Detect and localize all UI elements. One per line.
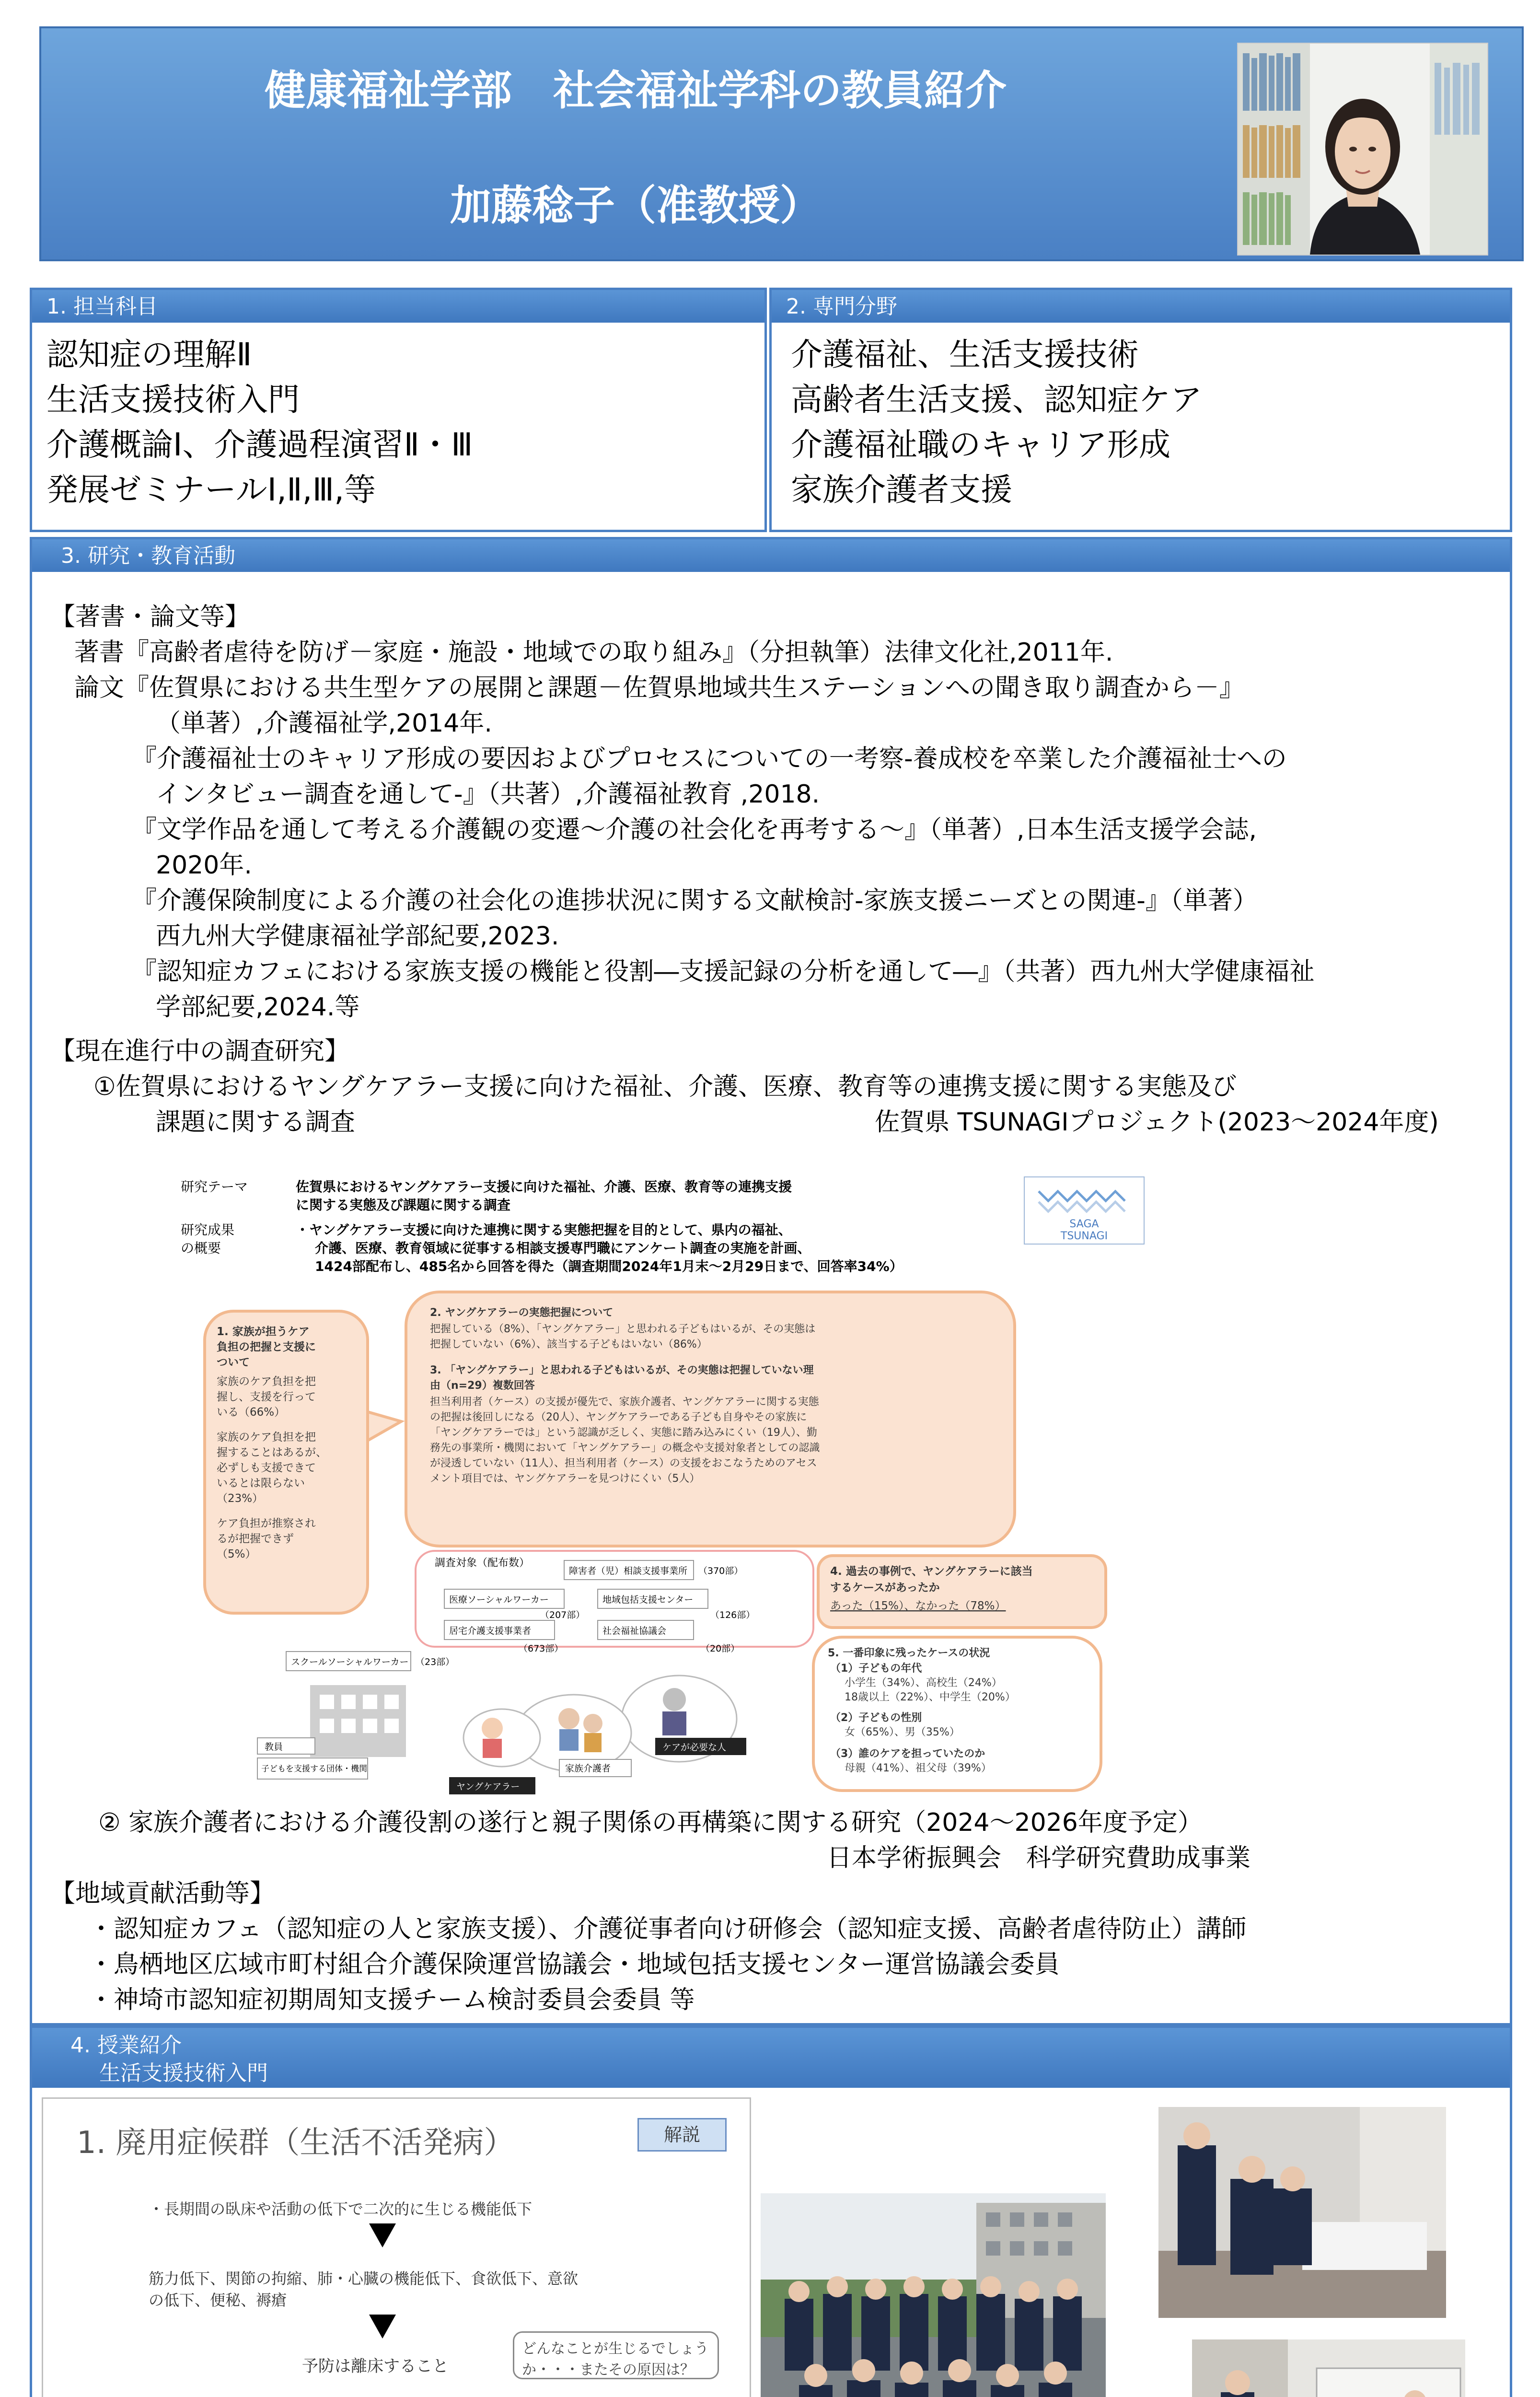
slide-line1: ・長期間の臥床や活動の低下で二次的に生じる機能低下: [149, 2200, 533, 2218]
research2-line1: ② 家族介護者における介護役割の遂行と親子関係の再構築に関する研究（2024～2026年度予定）: [98, 1808, 1203, 1837]
bubble2-line: 由（n=29）複数回答: [430, 1380, 535, 1392]
question-bubble: [513, 2331, 719, 2379]
section4-label: 4. 授業紹介: [70, 2033, 182, 2058]
bubble1-line: いるとは限らない: [217, 1477, 305, 1489]
bubble2-line: 2. ヤングケアラーの実態把握について: [430, 1307, 614, 1319]
bubble2-line: 把握している（8%）、「ヤングケアラー」と思われる子どもはいるが、その実態は: [430, 1323, 816, 1335]
survey-title: 調査対象（配布数）: [435, 1557, 530, 1569]
bubble-5: [813, 1637, 1101, 1791]
logo-text: TSUNAGI: [1060, 1230, 1108, 1242]
outcome-label: 研究成果: [181, 1222, 235, 1238]
bubble-2: [406, 1292, 1015, 1546]
survey-item: 居宅介護支援事業者: [449, 1626, 532, 1636]
theme-label: 研究テーマ: [181, 1179, 248, 1195]
pub-line: 学部紀要,2024.等: [156, 993, 360, 1022]
survey-count: （207部）: [540, 1610, 585, 1620]
bubble1-line: るが把握できず: [217, 1533, 294, 1545]
section2-header: [772, 290, 1510, 323]
course-name: 生活支援技術入門: [99, 2061, 268, 2085]
bubble5-line: （3）誰のケアを担っていたのか: [830, 1748, 985, 1760]
section1-item: 介護概論Ⅰ、介護過程演習Ⅱ・Ⅲ: [46, 426, 473, 463]
bubble5-line: （2）子どもの性別: [830, 1712, 922, 1724]
community-heading: 【地域貢献活動等】: [50, 1879, 275, 1908]
bubble5-line: 18歳以上（22%）、中学生（20%）: [845, 1691, 1016, 1703]
saga-tsunagi-logo: [1024, 1177, 1144, 1244]
down-arrow-icon: [369, 2223, 396, 2247]
bubble2-line: メント項目では、ヤングケアラーを見つけにくい（5人）: [430, 1473, 700, 1485]
pub-line: 『文学作品を通して考える介護観の変遷～介護の社会化を再考する～』（単著）,日本生活支援学会誌,: [132, 815, 1257, 844]
community-item: ・神埼市認知症初期周知支援チーム検討委員会委員 等: [89, 1986, 695, 2014]
community-item: ・認知症カフェ（認知症の人と家族支援）、介護従事者向け研修会（認知症支援、高齢者虐待防止）講師: [89, 1915, 1247, 1943]
pub-line: 著書『高齢者虐待を防げ－家庭・施設・地域での取り組み』（分担執筆）法律文化社,2011年.: [74, 638, 1113, 667]
slide-line2b: の低下、便秘、褥瘡: [149, 2291, 287, 2309]
portrait-photo: [1237, 43, 1488, 256]
section2-item: 介護福祉、生活支援技術: [791, 336, 1139, 373]
section2-item: 高齢者生活支援、認知症ケア: [791, 381, 1202, 418]
section2-item: 家族介護者支援: [791, 471, 1012, 508]
pub-line: 『認知症カフェにおける家族支援の機能と役割―支援記録の分析を通して―』（共著）西九州大学健康福祉: [132, 957, 1315, 986]
survey-count: （370部）: [698, 1566, 743, 1576]
bubble-1: [205, 1311, 401, 1613]
section1-item: 生活支援技術入門: [46, 381, 300, 418]
pub-line: 『介護保険制度による介護の社会化の進捗状況に関する文献検討-家族支援ニーズとの関連-』（単著）: [132, 886, 1258, 915]
survey-item: スクールソーシャルワーカー: [291, 1657, 409, 1667]
bubble2-line: 3. 「ヤングケアラー」と思われる子どもはいるが、その実態は把握していない理: [430, 1364, 814, 1376]
bubble2-line: 「ヤングケアラーでは」という認識が乏しく、実態に踏み込みにくい（19人）、勤: [430, 1427, 817, 1439]
survey-count: （126部）: [710, 1610, 755, 1620]
survey-count: （23部）: [416, 1657, 455, 1667]
research1-line2: 課題に関する調査: [156, 1108, 356, 1137]
label-carer: ケアが必要な人: [662, 1742, 727, 1753]
section4-header: [32, 2028, 1510, 2088]
bubble5-line: （1）子どもの年代: [830, 1663, 922, 1675]
page-title: 健康福祉学部 社会福祉学科の教員紹介: [265, 67, 1007, 115]
label-young-carer: ヤングケアラー: [456, 1781, 520, 1792]
bubble1-line: 負担の把握と支援に: [217, 1341, 316, 1353]
section3-header: [32, 539, 1510, 572]
bubble5-line: 女（65%）、男（35%）: [845, 1726, 960, 1738]
label-family: 家族介護者: [565, 1763, 611, 1774]
pubs-heading: 【著書・論文等】: [50, 603, 250, 631]
teacher-name: 加藤稔子（准教授）: [450, 182, 821, 230]
community-item: ・鳥栖地区広域市町村組合介護保険運営協議会・地域包括支援センター運営協議会委員: [89, 1950, 1060, 1979]
outcome-text: 1424部配布し、485名から回答を得た（調査期間2024年1月末～2月29日まで、回答率34%）: [315, 1258, 903, 1274]
section2-item: 介護福祉職のキャリア形成: [791, 426, 1170, 463]
lecture-slide: [42, 2097, 751, 2397]
survey-item: 障害者（児）相談支援事業所: [569, 1566, 688, 1576]
family-cluster-illustration: [257, 1676, 746, 1794]
label-org: 子どもを支援する団体・機関: [261, 1764, 367, 1774]
pub-line: 2020年.: [156, 851, 252, 880]
bubble4-line: 4. 過去の事例で、ヤングケアラーに該当: [830, 1565, 1033, 1578]
pub-line: 論文『佐賀県における共生型ケアの展開と課題－佐賀県地域共生ステーションへの聞き取り調査から－』: [74, 674, 1244, 702]
section3-box: [30, 537, 1512, 2025]
pub-line: インタビュー調査を通して-』（共著）,介護福祉教育 ,2018.: [156, 780, 820, 809]
bubble1-line: 必ずしも支援できて: [217, 1462, 316, 1474]
research-heading: 【現在進行中の調査研究】: [50, 1037, 350, 1066]
section1-item: 発展ゼミナールⅠ,Ⅱ,Ⅲ,等: [46, 471, 376, 508]
section1-box: [30, 288, 767, 532]
bubble5-line: 母親（41%）、祖父母（39%）: [845, 1762, 992, 1774]
bubble1-line: ケア負担が推察され: [217, 1517, 316, 1530]
bubble2-line: 担当利用者（ケース）の支援が優先で、家族介護者、ヤングケアラーに関する実態: [430, 1396, 819, 1408]
logo-text: SAGA: [1069, 1218, 1099, 1230]
survey-count: （20部）: [701, 1643, 740, 1654]
survey-count: （673部）: [519, 1643, 564, 1654]
bubble1-line: いる（66%）: [217, 1406, 286, 1419]
bubble-4: [818, 1556, 1106, 1628]
theme-text: に関する実態及び課題に関する調査: [296, 1197, 511, 1213]
section2-box: [769, 288, 1512, 532]
slide-line2a: 筋力低下、関節の拘縮、肺・心臓の機能低下、食欲低下、意欲: [149, 2269, 579, 2288]
survey-item: 医療ソーシャルワーカー: [449, 1594, 549, 1605]
bubble5-line: 小学生（34%）、高校生（24%）: [845, 1677, 1002, 1689]
theme-text: 佐賀県におけるヤングケアラー支援に向けた福祉、介護、医療、教育等の連携支援: [296, 1179, 792, 1195]
bubble4-line: あった（15%）、なかった（78%）: [830, 1600, 1006, 1612]
bubble1-line: 家族のケア負担を把: [217, 1431, 316, 1443]
research1-source: 佐賀県 TSUNAGIプロジェクト(2023～2024年度): [875, 1108, 1439, 1137]
pub-line: 西九州大学健康福祉学部紀要,2023.: [156, 922, 559, 951]
pub-line: 『介護福祉士のキャリア形成の要因およびプロセスについての一考察-養成校を卒業した介護福祉士への: [132, 745, 1287, 773]
label-teachers: 教員: [265, 1742, 283, 1752]
section1-label: 1. 担当科目: [46, 294, 158, 319]
bubble1-line: 握し、支援を行って: [217, 1391, 316, 1403]
bubble2-line: 把握していない（6%）、該当する子どもはいない（86%）: [430, 1338, 707, 1350]
research2-source: 日本学術振興会 科学研究費助成事業: [827, 1844, 1251, 1873]
research-infographic: [176, 1172, 1149, 1795]
survey-item: 社会福祉協議会: [602, 1626, 667, 1636]
bubble2-line: 務先の事業所・機関において「ヤングケアラー」の概念や支援対象者としての認識: [430, 1442, 820, 1454]
down-arrow-icon: [369, 2315, 396, 2339]
bubble2-line: が浸透していない（11人）、担当利用者（ケース）の支援をおこなうためのアセス: [430, 1457, 817, 1469]
section3-label: 3. 研究・教育活動: [61, 544, 235, 568]
group-photo: [761, 2193, 1106, 2397]
bubble1-line: （23%）: [217, 1492, 264, 1505]
practice-photo-transfer: [1158, 2107, 1446, 2318]
section1-item: 認知症の理解Ⅱ: [46, 336, 252, 373]
bubble1-line: 1. 家族が担うケア: [217, 1326, 310, 1338]
outcome-text: ・ヤングケアラー支援に向けた連携に関する実態把握を目的として、県内の福祉、: [296, 1222, 792, 1238]
bubble1-line: ついて: [217, 1356, 250, 1369]
bubble1-line: 家族のケア負担を把: [217, 1375, 316, 1388]
outcome-label: の概要: [181, 1240, 221, 1256]
bubble-text: か・・・またその原因は？: [522, 2362, 695, 2378]
bubble5-line: 5. 一番印象に残ったケースの状況: [828, 1647, 990, 1659]
slide-title: 1. 廃用症候群（生活不活発病）: [77, 2125, 515, 2161]
outcome-text: 介護、医療、教育領域に従事する相談支援専門職にアンケート調査の実施を計画、: [315, 1240, 811, 1256]
section2-label: 2. 専門分野: [786, 294, 897, 319]
research1-line1: ①佐賀県におけるヤングケアラー支援に向けた福祉、介護、医療、教育等の連携支援に関する実態及び: [93, 1072, 1237, 1101]
slide-line3: 予防は離床すること: [302, 2357, 449, 2376]
header-banner: [39, 26, 1524, 261]
bubble1-line: 握することはあるが、: [217, 1446, 327, 1459]
section1-header: [32, 290, 764, 323]
bubble2-line: の把握は後回しになる（20人）、ヤングケアラーである子ども自身やその家族に: [430, 1411, 807, 1423]
survey-item: 地域包括支援センター: [602, 1594, 694, 1605]
bubble4-line: するケースがあったか: [830, 1582, 940, 1594]
section4-box: [30, 2025, 1512, 2397]
pub-line: （単著）,介護福祉学,2014年.: [156, 709, 492, 738]
slide-badge: 解説: [637, 2118, 727, 2152]
bubble-text: どんなことが生じるでしょう: [522, 2340, 709, 2357]
practice-photo-wheelchair: [1192, 2339, 1465, 2397]
bubble1-line: （5%）: [217, 1548, 256, 1560]
